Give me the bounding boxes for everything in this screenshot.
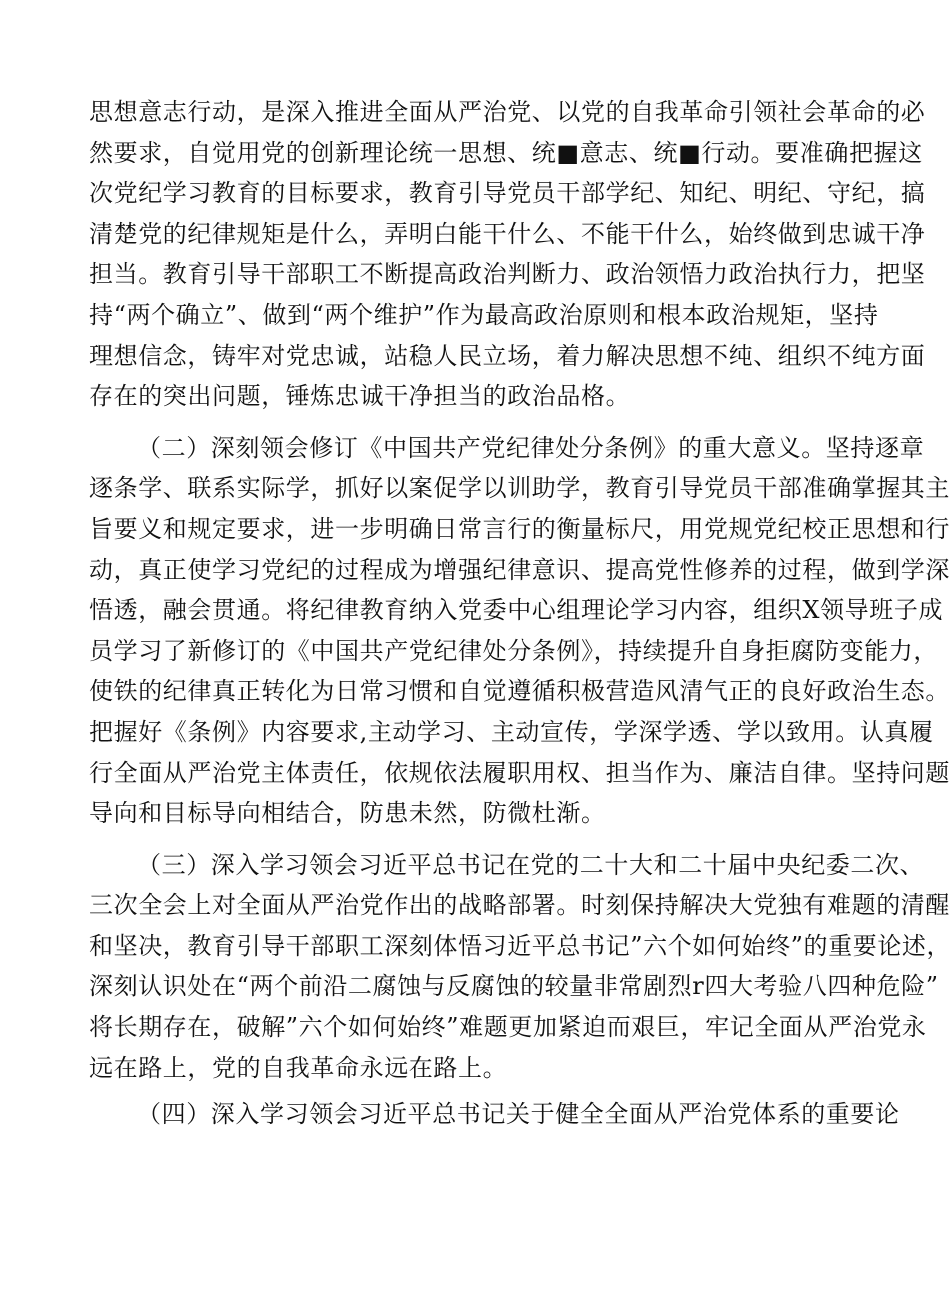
text-line: 悟透，融会贯通。将纪律教育纳入党委中心组理论学习内容，组织X领导班子成: [89, 596, 944, 625]
paragraph-4: [89, 1094, 900, 1135]
text-line: 动，真正使学习党纪的过程成为增强纪律意识、提高党性修养的过程，做到学深: [89, 555, 950, 584]
text-line: 然要求，自觉用党的创新理论统一思想、统■意志、统■行动。要准确把握这: [89, 138, 923, 167]
text-line: 持“两个确立”、做到“两个维护”作为最高政治原则和根本政治规矩，坚持: [89, 300, 879, 329]
paragraph-1: [89, 92, 926, 417]
document-body: [89, 92, 951, 1135]
paragraph-heading-line: （三）深入学习领会习近平总书记在党的二十大和二十届中央纪委二次、: [137, 850, 925, 879]
text-line: 旨要义和规定要求，进一步明确日常言行的衡量标尺，用党规党纪校正思想和行: [89, 514, 950, 543]
paragraph-2: [89, 428, 950, 834]
text-line: 三次全会上对全面从严治党作出的战略部署。时刻保持解决大党独有难题的清醒: [89, 891, 950, 920]
text-line: 深刻认识处在“两个前沿二腐蚀与反腐蚀的较量非常剧烈r四大考验八四种危险”: [89, 972, 939, 1001]
text-line: 次党纪学习教育的目标要求，教育引导党员干部学纪、知纪、明纪、守纪，搞: [89, 179, 926, 208]
text-line: 远在路上，党的自我革命永远在路上。: [89, 1053, 508, 1082]
text-line: 存在的突出问题，锤炼忠诚干净担当的政治品格。: [89, 382, 631, 411]
text-line: 清楚党的纪律规矩是什么，弄明白能干什么、不能干什么，始终做到忠诚干净: [89, 219, 926, 248]
text-line: 行全面从严治党主体责任，依规依法履职用权、担当作为、廉洁自律。坚持问题: [89, 758, 950, 787]
text-line: 把握好《条例》内容要求,主动学习、主动宣传，学深学透、学以致用。认真履: [89, 717, 934, 746]
text-line: 担当。教育引导干部职工不断提高政治判断力、政治领悟力政治执行力，把坚: [89, 260, 926, 289]
text-line: 思想意志行动，是深入推进全面从严治党、以党的自我革命引领社会革命的必: [89, 98, 926, 126]
text-line: 理想信念，铸牢对党忠诚，站稳人民立场，着力解决思想不纯、组织不纯方面: [89, 341, 926, 370]
paragraph-heading-line: （四）深入学习领会习近平总书记关于健全全面从严治党体系的重要论: [137, 1100, 900, 1129]
text-line: 导向和目标导向相结合，防患未然，防微杜渐。: [89, 799, 606, 828]
text-line: 逐条学、联系实际学，抓好以案促学以训助学，教育引导党员干部准确掌握其主: [89, 474, 950, 503]
text-line: 和坚决，教育引导干部职工深刻体悟习近平总书记”六个如何始终”的重要论述，: [89, 931, 951, 960]
paragraph-3: [89, 845, 951, 1089]
text-line: 使铁的纪律真正转化为日常习惯和自觉遵循积极营造风清气正的良好政治生态。: [89, 677, 950, 706]
text-line: 将长期存在，破解”六个如何始终”难题更加紧迫而艰巨，牢记全面从严治党永: [89, 1013, 927, 1042]
paragraph-heading-line: （二）深刻领会修订《中国共产党纪律处分条例》的重大意义。坚持逐章: [137, 433, 925, 462]
text-line: 员学习了新修订的《中国共产党纪律处分条例》，持续提升自身拒腐防变能力，: [89, 636, 938, 665]
